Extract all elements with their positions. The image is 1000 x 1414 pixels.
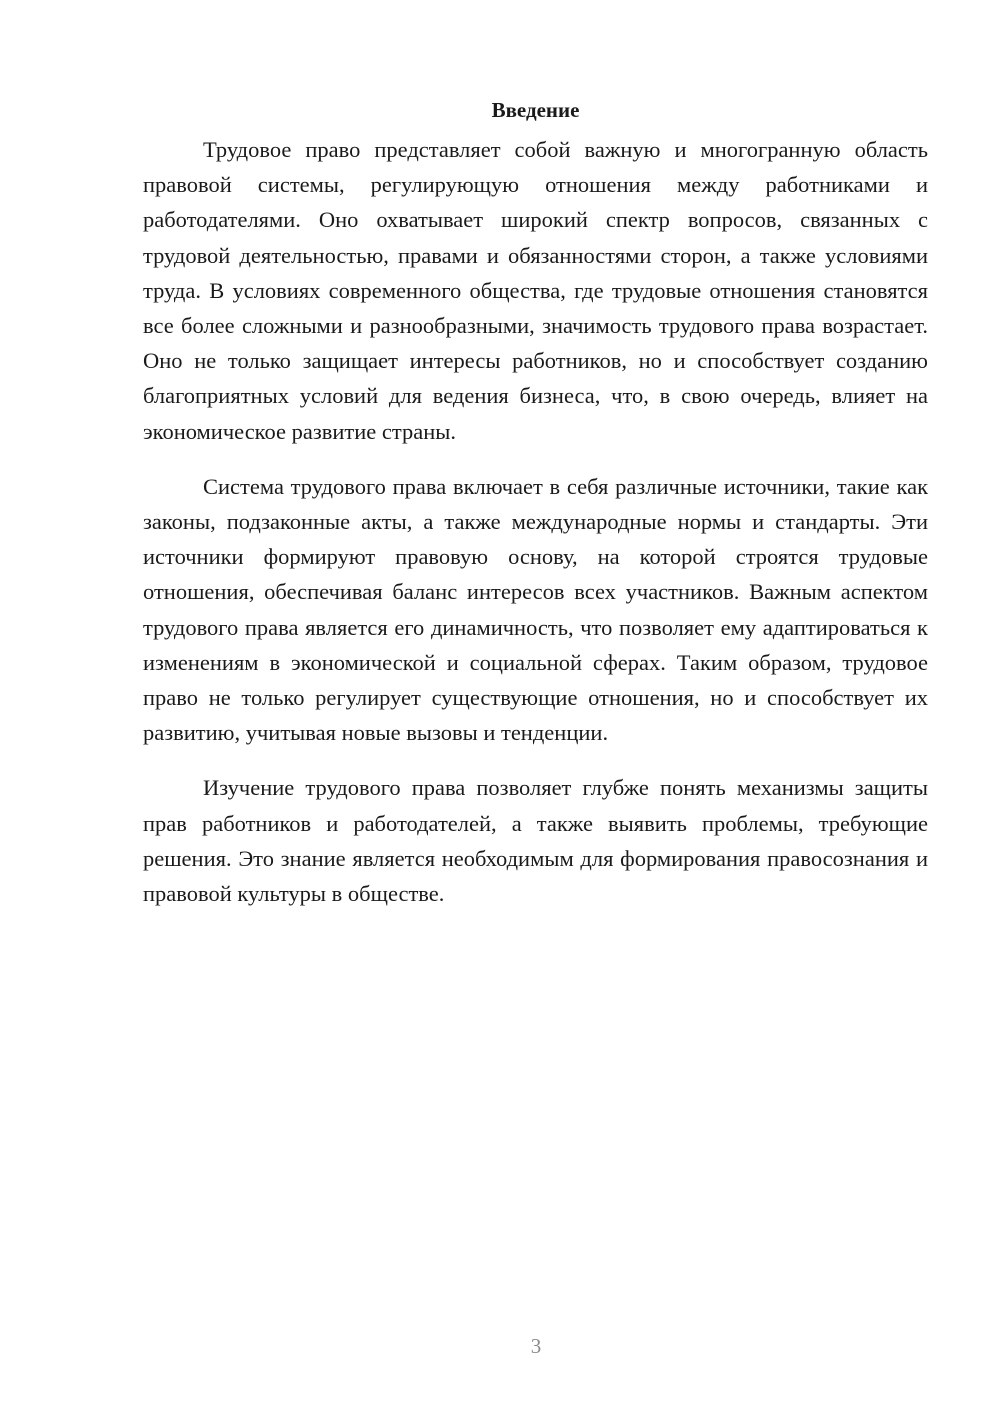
- paragraph-1: Трудовое право представляет собой важную и многогранную область правовой системы, регулирующую отношения между работниками и работодателями. Оно охватывает широкий спектр вопросов, связанных с трудовой деятельностью, правами и обязанностями сторон, а также условиями труда. В условиях современного общества, где трудовые отношения становятся все более сложными и разнообразными, значимость трудового права возрастает. Оно не только защищает интересы работников, но и способствует созданию благоприятных условий для ведения бизнеса, что, в свою очередь, влияет на экономическое развитие страны.: [143, 137, 928, 444]
- paragraph-3: Изучение трудового права позволяет глубже понять механизмы защиты прав работников и работодателей, а также выявить проблемы, требующие решения. Это знание является необходимым для формирования правосознания и правовой культуры в обществе.: [143, 775, 928, 907]
- section-title: Введение: [491, 98, 580, 122]
- page-content: [143, 92, 928, 931]
- paragraph-2: Система трудового права включает в себя различные источники, такие как законы, подзаконные акты, а также международные нормы и стандарты. Эти источники формируют правовую основу, на которой строятся трудовые отношения, обеспечивая баланс интересов всех участников. Важным аспектом трудового права является его динамичность, что позволяет ему адаптироваться к изменениям в экономической и социальной сферах. Таким образом, трудовое право не только регулирует существующие отношения, но и способствует их развитию, учитывая новые вызовы и тенденции.: [143, 473, 928, 746]
- page-number: 3: [530, 1334, 542, 1358]
